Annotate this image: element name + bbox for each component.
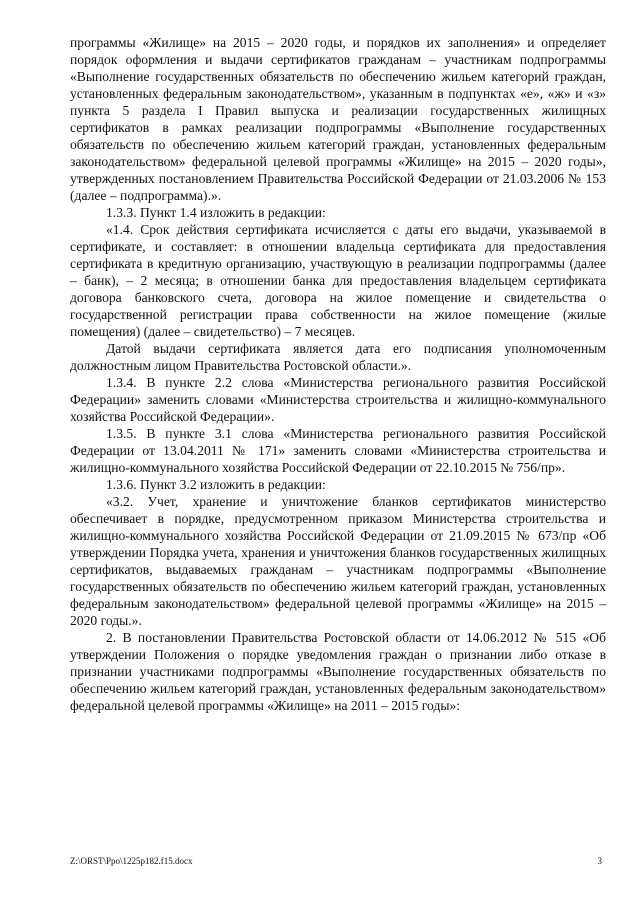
page-number: 3 <box>597 856 602 866</box>
paragraph-3-2-text: «3.2. Учет, хранение и уничтожение бланков сертификатов министерство обеспечивает в порядке, предусмотренном приказом Министерства строительства и жилищно-коммунального хозяйства Российской Федерации от 21.09.2015 № 673/пр «Об утверждении Порядка учета, хранения и уничтожения бланков государственных жилищных сертификатов, выдаваемых гражданам – участникам подпрограммы «Выполнение государственных обязательств по обеспечению жильем категорий граждан, установленных федеральным законодательством» федеральной целевой программы «Жилище» на 2015 – 2020 годы.». <box>70 494 606 628</box>
document-body <box>70 34 606 714</box>
paragraph-continuation: программы «Жилище» на 2015 – 2020 годы, и порядков их заполнения» и определяет порядок оформления и выдачи сертификатов гражданам – участникам подпрограммы «Выполнение государственных обязательств по обеспечению жильем категорий граждан, установленных федеральным законодательством», указанным в подпунктах «е», «ж» и «з» пункта 5 раздела I Правил выпуска и реализации государственных жилищных сертификатов в рамках реализации подпрограммы «Выполнение государственных обязательств по обеспечению жильем категорий граждан, установленных федеральным законодательством» федеральной целевой программы «Жилище» на 2015 – 2020 годы», утвержденных постановлением Правительства Российской Федерации от 21.03.2006 № 153 (далее – подпрограмма).». <box>70 35 606 203</box>
paragraph-1-4-text: «1.4. Срок действия сертификата исчисляется с даты его выдачи, указываемой в сертификате, и составляет: в отношении владельца сертификата для предоставления сертификата в кредитную организацию, участвующую в реализации подпрограммы (далее – банк), – 2 месяца; в отношении банка для предоставления владельцем сертификата договора банковского счета, договора на жилое помещение и свидетельства о государственной регистрации права собственности на жилое помещение (жилые помещения) (далее – свидетельство) – 7 месяцев. <box>70 222 606 339</box>
paragraph-1-3-6: 1.3.6. Пункт 3.2 изложить в редакции: <box>106 477 326 492</box>
paragraph-2: 2. В постановлении Правительства Ростовской области от 14.06.2012 № 515 «Об утверждении Положения о порядке уведомления граждан о признании либо отказе в признании участниками подпрограммы «Выполнение государственных обязательств по обеспечению жильем категорий граждан, установленных федеральным законодательством» федеральной целевой программы «Жилище» на 2011 – 2015 годы»: <box>70 630 606 713</box>
paragraph-1-3-5: 1.3.5. В пункте 3.1 слова «Министерства регионального развития Российской Федерации от 13.04.2011 № 171» заменить словами «Министерства строительства и жилищно-коммунального хозяйства Российской Федерации от 22.10.2015 № 756/пр». <box>70 426 606 475</box>
paragraph-1-3-4: 1.3.4. В пункте 2.2 слова «Министерства регионального развития Российской Федерации» заменить словами «Министерства строительства и жилищно-коммунального хозяйства Российской Федерации». <box>70 375 606 424</box>
paragraph-issue-date: Датой выдачи сертификата является дата его подписания уполномоченным должностным лицом Правительства Ростовской области.». <box>70 341 606 373</box>
paragraph-1-3-3: 1.3.3. Пункт 1.4 изложить в редакции: <box>106 205 326 220</box>
footer-file-path: Z:\ORST\Ppo\1225p182.f15.docx <box>70 856 193 866</box>
